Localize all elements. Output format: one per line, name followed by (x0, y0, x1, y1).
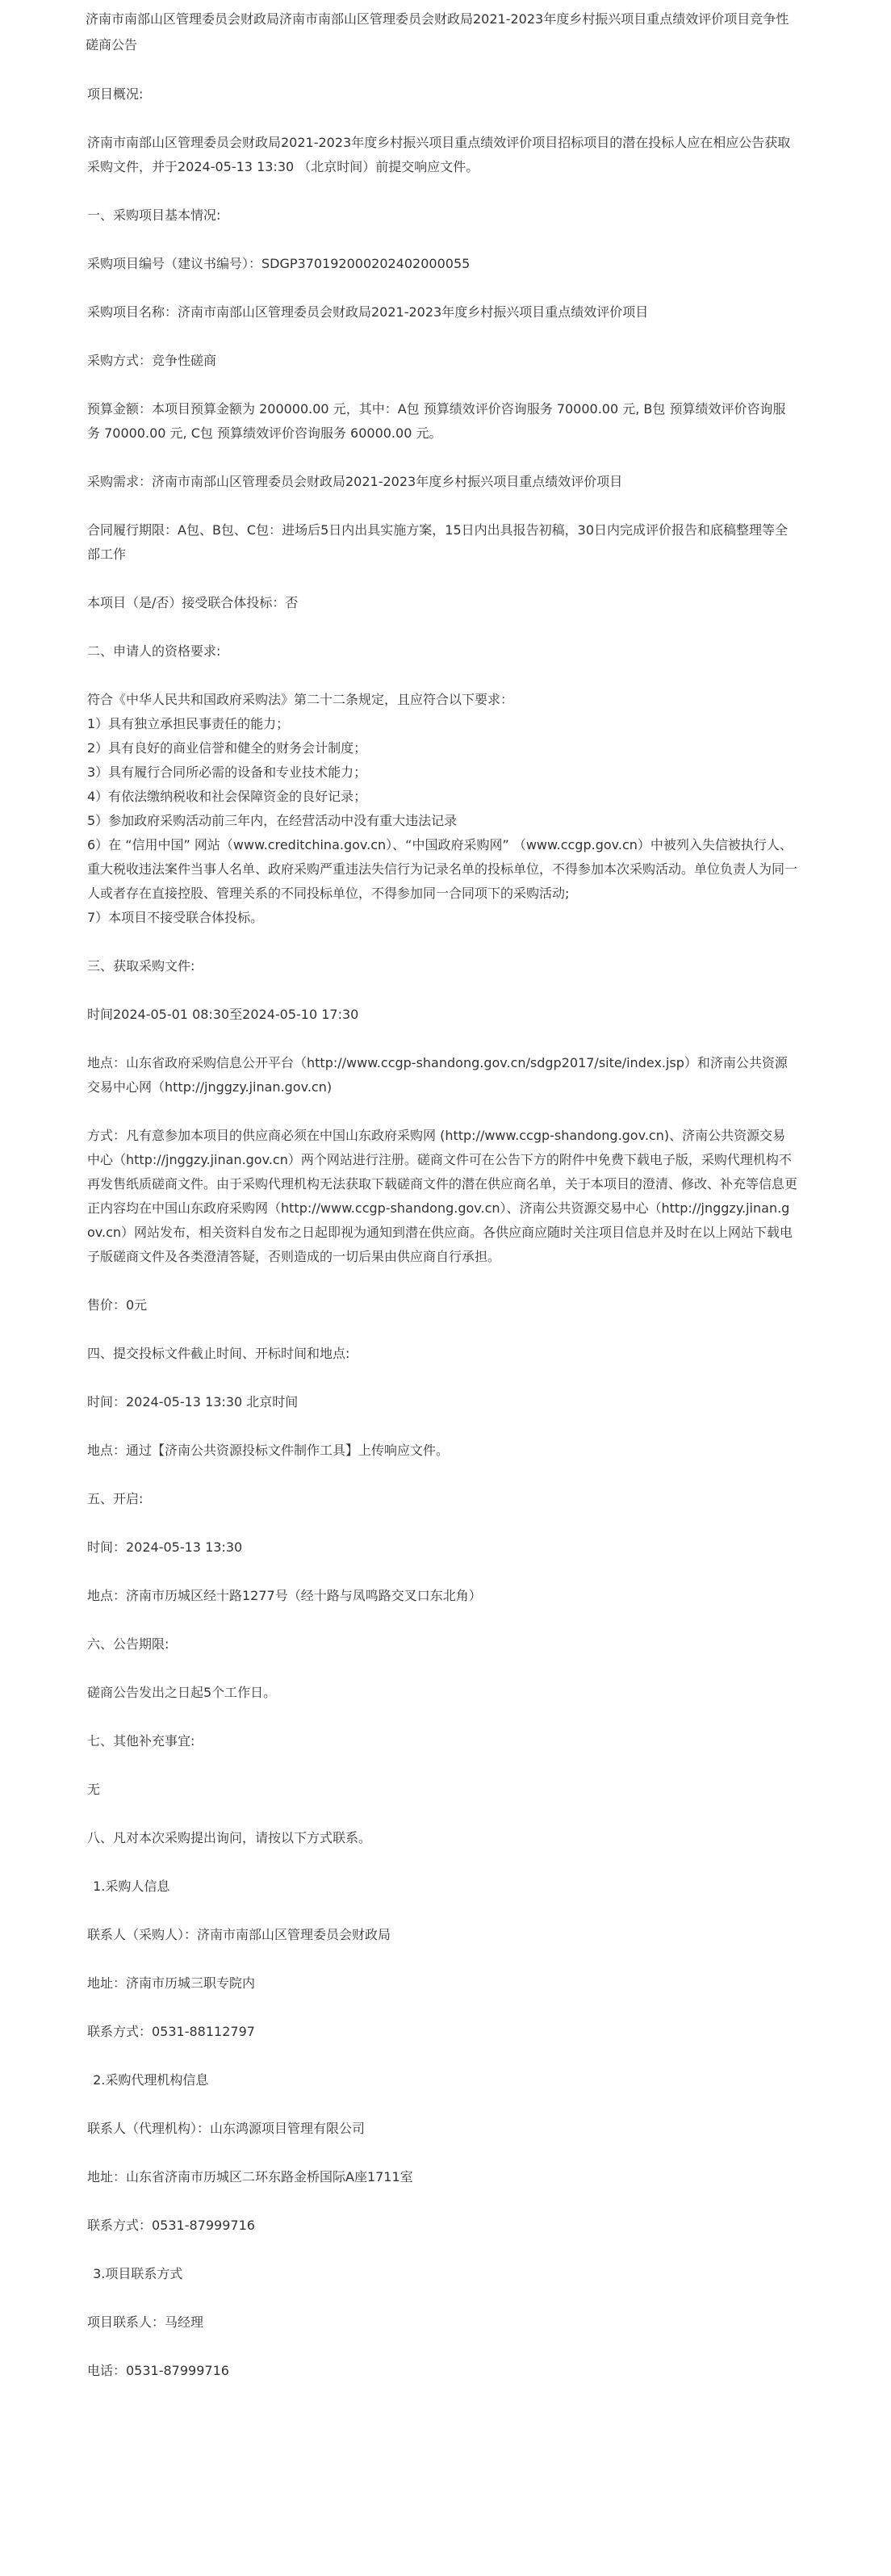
document-price: 售价：0元 (87, 1297, 148, 1313)
obtain-time: 时间2024-05-01 08:30至2024-05-10 17:30 (87, 1007, 359, 1022)
procurement-demand: 采购需求：济南市南部山区管理委员会财政局2021-2023年度乡村振兴项目重点绩效评价项目 (87, 474, 623, 489)
procurement-method: 采购方式：竞争性磋商 (87, 353, 217, 368)
buyer-info-heading: 1.采购人信息 (89, 1879, 170, 1894)
overview-heading: 项目概况: (87, 86, 144, 102)
list-item: 5）参加政府采购活动前三年内，在经营活动中没有重大违法记录 (87, 813, 458, 828)
agent-phone: 联系方式：0531-87999716 (87, 2218, 255, 2233)
list-item: 7）本项目不接受联合体投标。 (87, 910, 264, 925)
obtain-way: 方式：凡有意参加本项目的供应商必须在中国山东政府采购网 (http://www.ccgp-shandong.gov.cn)、济南公共资源交易中心（http://jnggzy.jinan.gov.cn）两个网站进行注册。磋商文件可在公告下方的附件中免费下载电子版，采购代理机构不再发售纸质磋商文件。由于采购代理机构无法获取下载磋商文件的潜在供应商名单，关于本项目的澄清、修改、补充等信息更正内容均在中国山东政府采购网（http://www.ccgp-shandong.gov.cn）、济南公共资源交易中心（http://jnggzy.jinan.gov.cn）网站发布，相关资料自发布之日起即视为通知到潜在供应商。各供应商应随时关注项目信息并及时在以上网站下载电子版磋商文件及各类澄清答疑，否则造成的一切后果由供应商自行承担。 (87, 1128, 798, 1264)
project-contact-phone: 电话：0531-87999716 (87, 2363, 229, 2378)
page-title: 济南市南部山区管理委员会财政局济南市南部山区管理委员会财政局2021-2023年度乡村振兴项目重点绩效评价项目竞争性磋商公告 (86, 11, 789, 52)
list-item: 4）有依法缴纳税收和社会保障资金的良好记录； (87, 789, 367, 804)
list-item: 2）具有良好的商业信誉和健全的财务会计制度； (87, 740, 367, 756)
section-1-heading: 一、采购项目基本情况: (87, 207, 221, 223)
buyer-contact: 联系人（采购人）：济南市南部山区管理委员会财政局 (87, 1927, 391, 1942)
section-2-heading: 二、申请人的资格要求: (87, 643, 221, 659)
opening-time: 时间：2024-05-13 13:30 (87, 1539, 243, 1555)
section-7-heading: 七、其他补充事宜: (87, 1733, 195, 1749)
project-contact-person: 项目联系人：马经理 (87, 2314, 204, 2330)
consortium-bid: 本项目（是/否）接受联合体投标：否 (87, 595, 299, 610)
section-6-heading: 六、公告期限: (87, 1636, 169, 1652)
section-3-heading: 三、获取采购文件: (87, 958, 195, 974)
announcement-period: 磋商公告发出之日起5个工作日。 (87, 1685, 277, 1700)
other-matters: 无 (87, 1782, 101, 1797)
qualification-intro: 符合《中华人民共和国政府采购法》第二十二条规定，且应符合以下要求： (87, 692, 514, 707)
contract-period: 合同履行期限：A包、B包、C包：进场后5日内出具实施方案，15日内出具报告初稿，30日内完成评价报告和底稿整理等全部工作 (87, 522, 788, 562)
announcement-body (87, 82, 797, 2383)
overview-text: 济南市南部山区管理委员会财政局2021-2023年度乡村振兴项目重点绩效评价项目招标项目的潜在投标人应在相应公告获取采购文件，并于2024-05-13 13:30 （北京时间）前提交响应文件。 (87, 135, 791, 174)
section-4-heading: 四、提交投标文件截止时间、开标时间和地点: (87, 1346, 350, 1361)
project-contact-heading: 3.项目联系方式 (89, 2266, 183, 2281)
agent-address: 地址：山东省济南市历城区二环东路金桥国际A座1711室 (87, 2169, 413, 2184)
agent-info-heading: 2.采购代理机构信息 (89, 2072, 209, 2088)
obtain-place: 地点：山东省政府采购信息公开平台（http://www.ccgp-shandong.gov.cn/sdgp2017/site/index.jsp）和济南公共资源交易中心网（http://jnggzy.jinan.gov.cn) (87, 1055, 788, 1095)
deadline-time: 时间：2024-05-13 13:30 北京时间 (87, 1394, 299, 1409)
buyer-phone: 联系方式：0531-88112797 (87, 2024, 255, 2039)
opening-place: 地点：济南市历城区经十路1277号（经十路与凤鸣路交叉口东北角） (87, 1588, 482, 1603)
agent-contact: 联系人（代理机构）：山东鸿源项目管理有限公司 (87, 2121, 366, 2136)
list-item: 6）在 “信用中国” 网站（www.creditchina.gov.cn）、“中国政府采购网” （www.ccgp.gov.cn）中被列入失信被执行人、重大税收违法案件当事人名单、政府采购严重违法失信行为记录名单的投标单位，不得参加本次采购活动。单位负责人为同一人或者存在直接控股、管理关系的不同投标单位，不得参加同一合同项下的采购活动; (87, 837, 798, 901)
list-item: 3）具有履行合同所必需的设备和专业技术能力； (87, 764, 367, 780)
deadline-place: 地点：通过【济南公共资源投标文件制作工具】上传响应文件。 (87, 1443, 450, 1458)
section-8-heading: 八、凡对本次采购提出询问，请按以下方式联系。 (87, 1830, 372, 1845)
section-5-heading: 五、开启: (87, 1491, 144, 1506)
project-name: 采购项目名称：济南市南部山区管理委员会财政局2021-2023年度乡村振兴项目重点绩效评价项目 (87, 304, 649, 320)
qualification-list (87, 688, 797, 930)
buyer-address: 地址：济南市历城三职专院内 (87, 1975, 256, 1991)
list-item: 1）具有独立承担民事责任的能力； (87, 716, 290, 731)
budget-amount: 预算金额：本项目预算金额为 200000.00 元，其中：A包 预算绩效评价咨询服务 70000.00 元, B包 预算绩效评价咨询服务 70000.00 元, C包 预算绩效评价咨询服务 60000.00 元。 (87, 401, 786, 441)
project-number: 采购项目编号（建议书编号）：SDGP370192000202402000055 (87, 256, 471, 271)
